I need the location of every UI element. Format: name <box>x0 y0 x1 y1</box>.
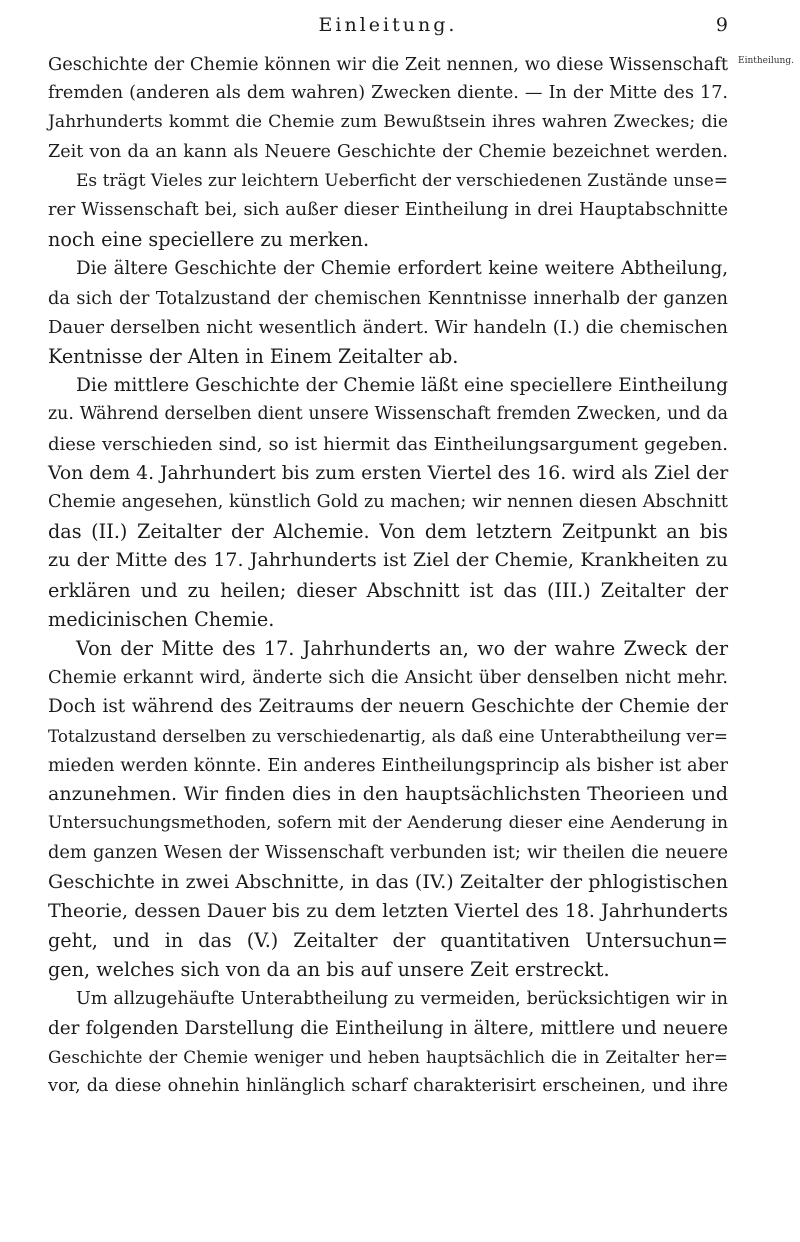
paragraph <box>48 985 728 1102</box>
text-line: Geschichte der Chemie können wir die Zeit nennen, wo diese Wissenschaft <box>48 54 728 75</box>
running-head <box>48 14 728 38</box>
text-line: fremden (anderen als dem wahren) Zwecken diente. — In der Mitte des 17. <box>48 83 728 104</box>
text-body <box>48 50 728 1101</box>
paragraph <box>48 50 728 254</box>
text-line: Geschichte in zwei Abschnitte, in das (IV.) Zeitalter der phlogistischen <box>48 870 728 893</box>
text-line: dem ganzen Wesen der Wissenschaft verbunden ist; wir theilen die neuere <box>48 842 728 864</box>
text-line: Doch ist während des Zeitraums der neuern Geschichte der Chemie der <box>48 696 728 718</box>
text-line: Jahrhunderts kommt die Chemie zum Bewußtsein ihres wahren Zweckes; die <box>48 112 728 133</box>
paragraph <box>48 634 728 984</box>
paragraph <box>48 254 728 371</box>
text-line: erklären und zu heilen; dieser Abschnitt ist das (III.) Zeitalter der <box>48 578 728 602</box>
text-line: rer Wissenschaft bei, sich außer dieser Eintheilung in drei Hauptabschnitte <box>48 200 728 221</box>
text-line: gen, welches sich von da an bis auf unsere Zeit erstreckt. <box>48 958 610 982</box>
text-line: Von der Mitte des 17. Jahrhunderts an, wo der wahre Zweck der <box>76 637 728 661</box>
text-line: geht, und in das (V.) Zeitalter der quantitativen Untersuchun= <box>48 929 728 953</box>
text-line: Kentnisse der Alten in Einem Zeitalter ab. <box>48 345 459 369</box>
text-line: Geschichte der Chemie weniger und heben hauptsächlich die in Zeitalter her= <box>48 1046 728 1067</box>
text-line: Die ältere Geschichte der Chemie erfordert keine weitere Abtheilung, <box>76 258 728 280</box>
text-line: der folgenden Darstellung die Eintheilung in ältere, mittlere und neuere <box>48 1017 728 1039</box>
text-line: Um allzugehäufte Unterabtheilung zu vermeiden, berücksichtigen wir in <box>76 988 728 1009</box>
text-line: Theorie, dessen Dauer bis zu dem letzten Viertel des 18. Jahrhunderts <box>48 899 728 922</box>
text-line: das (II.) Zeitalter der Alchemie. Von dem letztern Zeitpunkt an bis <box>48 520 728 544</box>
text-line: Untersuchungsmethoden, sofern mit der Aenderung dieser eine Aenderung in <box>48 813 728 834</box>
text-line: anzunehmen. Wir finden dies in den hauptsächlichsten Theorieen und <box>48 783 728 806</box>
text-line: Chemie angesehen, künstlich Gold zu machen; wir nennen diesen Abschnitt <box>48 492 728 513</box>
text-line: Von dem 4. Jahrhundert bis zum ersten Viertel des 16. wird als Ziel der <box>48 462 729 484</box>
text-line: Zeit von da an kann als Neuere Geschichte der Chemie bezeichnet werden. <box>48 141 728 162</box>
paragraph <box>48 371 728 634</box>
text-line: zu der Mitte des 17. Jahrhunderts ist Ziel der Chemie, Krankheiten zu <box>48 549 728 572</box>
text-line: vor, da diese ohnehin hinlänglich scharf charakterisirt erscheinen, und ihre <box>48 1076 728 1097</box>
margin-note: Eintheilung. <box>738 56 794 66</box>
text-line: Es trägt Vieles zur leichtern Ueberficht der verschiedenen Zustände unse= <box>76 170 728 191</box>
text-line: diese verschieden sind, so ist hiermit das Eintheilungsargument gegeben. <box>48 433 728 455</box>
page-number: 9 <box>715 14 728 36</box>
text-line: da sich der Totalzustand der chemischen Kenntnisse innerhalb der ganzen <box>48 287 728 309</box>
text-line: noch eine speciellere zu merken. <box>48 228 370 252</box>
text-line: Totalzustand derselben zu verschiedenartig, als daß eine Unterabtheilung ver= <box>48 725 728 746</box>
text-line: zu. Während derselben dient unsere Wissenschaft fremden Zwecken, und da <box>48 404 728 425</box>
text-line: Chemie erkannt wird, änderte sich die Ansicht über denselben nicht mehr. <box>48 667 728 689</box>
text-line: Die mittlere Geschichte der Chemie läßt eine speciellere Eintheilung <box>76 375 728 397</box>
running-title: Einleitung. <box>318 14 458 36</box>
text-line: medicinischen Chemie. <box>48 607 275 631</box>
text-line: Dauer derselben nicht wesentlich ändert. Wir handeln (I.) die chemischen <box>48 316 728 338</box>
text-line: mieden werden könnte. Ein anderes Eintheilungsprincip als bisher ist aber <box>48 754 728 776</box>
